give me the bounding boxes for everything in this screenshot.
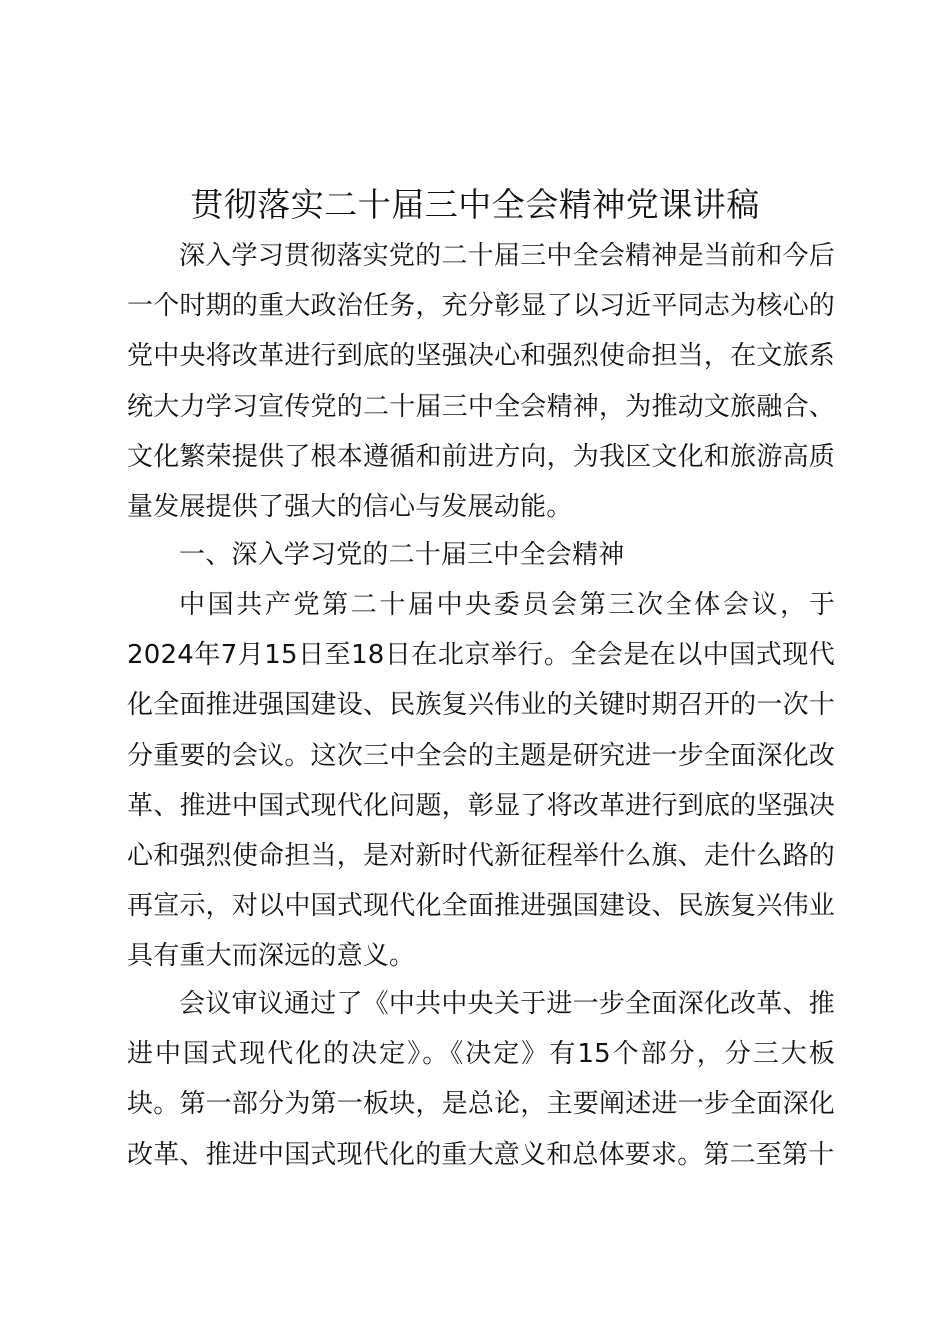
- body-paragraph: 中国共产党第二十届中央委员会第三次全体会议，于2024年7月15日至18日在北京举行。全会是在以中国式现代化全面推进强国建设、民族复兴伟业的关键时期召开的一次十分重要的会议。这次三中全会的主题是研究进一步全面深化改革、推进中国式现代化问题，彰显了将改革进行到底的坚强决心和强烈使命担当，是对新时代新征程举什么旗、走什么路的再宣示，对以中国式现代化全面推进强国建设、民族复兴伟业具有重大而深远的意义。: [127, 590, 835, 972]
- intro-paragraph: 深入学习贯彻落实党的二十届三中全会精神是当前和今后一个时期的重大政治任务，充分彰显了以习近平同志为核心的党中央将改革进行到底的坚强决心和强烈使命担当，在文旅系统大力学习宣传党的二十届三中全会精神，为推动文旅融合、文化繁荣提供了根本遵循和前进方向，为我区文化和旅游高质量发展提供了强大的信心与发展动能。: [127, 241, 835, 523]
- body-paragraph: 会议审议通过了《中共中央关于进一步全面深化改革、推进中国式现代化的决定》。《决定》有15个部分，分三大板块。第一部分为第一板块，是总论，主要阐述进一步全面深化改革、推进中国式现代化的重大意义和总体要求。第二至第十: [127, 989, 835, 1170]
- page-title: 贯彻落实二十届三中全会精神党课讲稿: [190, 185, 760, 224]
- section-heading: 一、深入学习党的二十届三中全会精神: [179, 540, 625, 570]
